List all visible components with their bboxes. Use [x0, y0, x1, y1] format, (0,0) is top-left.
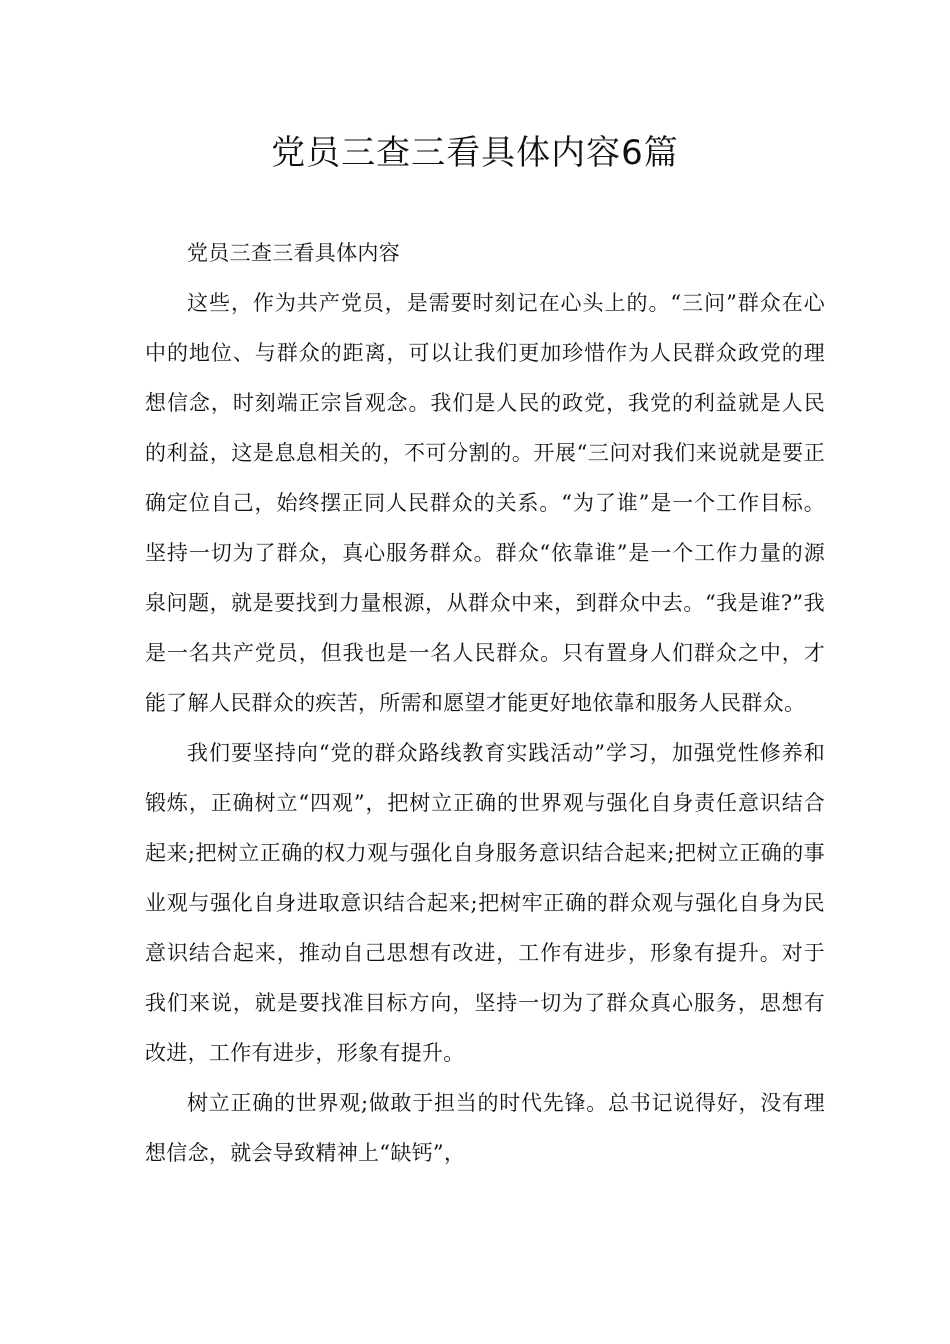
- paragraph-subtitle: 党员三查三看具体内容: [187, 241, 400, 265]
- document-title: 党员三查三看具体内容6篇: [271, 133, 679, 173]
- paragraph-1: 这些，作为共产党员，是需要时刻记在心头上的。“三问”群众在心中的地位、与群众的距离，可以让我们更加珍惜作为人民群众政党的理想信念，时刻端正宗旨观念。我们是人民的政党，我党的利益就是人民的利益，这是息息相关的，不可分割的。开展“三问对我们来说就是要正确定位自己，始终摆正同人民群众的关系。“为了谁”是一个工作目标。坚持一切为了群众，真心服务群众。群众“依靠谁”是一个工作力量的源泉问题，就是要找到力量根源，从群众中来，到群众中去。“我是谁?”我是一名共产党员，但我也是一名人民群众。只有置身人们群众之中，才能了解人民群众的疾苦，所需和愿望才能更好地依靠和服务人民群众。: [145, 291, 825, 715]
- paragraph-3: 树立正确的世界观;做敢于担当的时代先锋。总书记说得好，没有理想信念，就会导致精神上“缺钙”，: [145, 1091, 825, 1165]
- paragraph-2: 我们要坚持向“党的群众路线教育实践活动”学习，加强党性修养和锻炼，正确树立“四观”，把树立正确的世界观与强化自身责任意识结合起来;把树立正确的权力观与强化自身服务意识结合起来;把树立正确的事业观与强化自身进取意识结合起来;把树牢正确的群众观与强化自身为民意识结合起来，推动自己思想有改进，工作有进步，形象有提升。对于我们来说，就是要找准目标方向，坚持一切为了群众真心服务，思想有改进，工作有进步，形象有提升。: [145, 741, 825, 1065]
- document-body: [145, 228, 825, 1178]
